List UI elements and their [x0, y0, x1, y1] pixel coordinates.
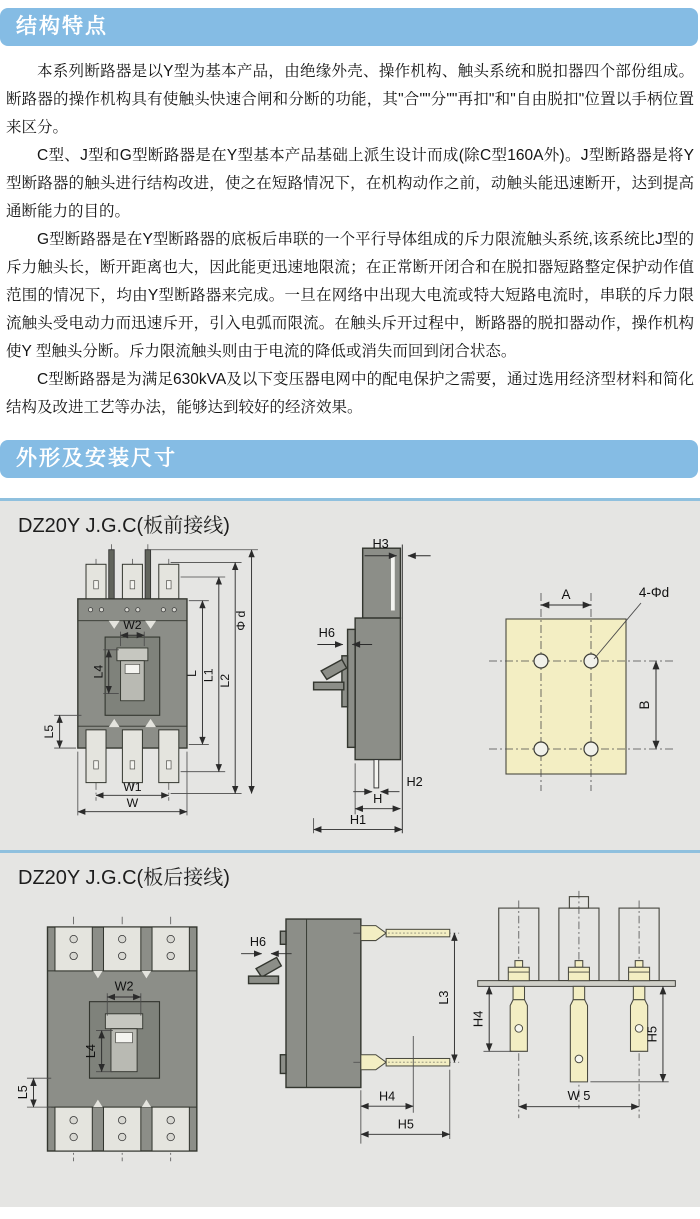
front-wiring-section: [0, 501, 700, 850]
rear-stud-view-diagram: [470, 889, 685, 1142]
dim-label-a: A: [561, 587, 571, 602]
dim-label-h6: H6: [318, 624, 335, 640]
dim-label-w5: W 5: [567, 1087, 591, 1103]
dim-label-h5: H5: [397, 1117, 414, 1132]
dim-label-l5: L5: [42, 724, 57, 739]
dim-label-l4: L4: [91, 664, 106, 679]
dim-label-b: B: [637, 700, 652, 710]
dim-label-l4: L4: [84, 1044, 99, 1059]
terminal-studs: [508, 961, 649, 1082]
dim-label-w1: W1: [123, 779, 142, 794]
dim-label-four-phi-d: 4-Φd: [638, 585, 670, 600]
front-wiring-diagrams: [0, 535, 700, 837]
outline-diagram-area: [0, 498, 700, 1207]
dim-label-h2: H2: [406, 774, 423, 790]
dim-label-h4: H4: [470, 1010, 486, 1028]
features-paragraph-2: C型、J型和G型断路器是在Y型基本产品基础上派生设计而成(除C型160A外)。J型断路器是将Y型断路器的触头进行结构改进，使之在短路情况下，在机构动作之前，动触头能迅速断开，达到提高通断能力的目的。: [6, 147, 694, 220]
mounting-panel-edge: [478, 981, 676, 987]
breaker-side-body: [314, 548, 401, 788]
dim-label-l1: L1: [201, 668, 216, 683]
front-wiring-title: DZ20Y J.G.C(板前接线): [18, 515, 230, 537]
dim-label-w: W: [126, 796, 139, 811]
breaker-front-body: [48, 927, 197, 1151]
dim-label-h4: H4: [378, 1089, 396, 1104]
rear-wiring-diagrams: [0, 887, 700, 1165]
rear-wiring-title: DZ20Y J.G.C(板后接线): [18, 867, 230, 889]
dim-label-l: L: [185, 670, 200, 677]
dim-label-l3: L3: [436, 990, 451, 1005]
dim-label-w2: W2: [114, 979, 134, 994]
front-view-diagram: [14, 537, 269, 819]
dim-label-l2: L2: [217, 673, 232, 688]
section-header-outline: 外形及安装尺寸: [0, 440, 698, 478]
section-header-features: 结构特点: [0, 8, 698, 46]
rear-front-view-diagram: [10, 913, 225, 1165]
mounting-plate-diagram: [471, 569, 686, 814]
features-text: [0, 46, 700, 432]
dim-label-h1: H1: [349, 811, 367, 827]
dim-label-w2: W2: [123, 617, 142, 632]
rear-side-view-diagram: [239, 905, 464, 1153]
dim-label-h3: H3: [372, 536, 389, 552]
side-view-diagram: [289, 535, 459, 837]
dim-label-h6: H6: [249, 935, 266, 950]
rear-wiring-section: [0, 853, 700, 1207]
features-paragraph-1: 本系列断路器是以Y型为基本产品，由绝缘外壳、操作机构、触头系统和脱扣器四个部份组成。断路器的操作机构具有使触头快速合闸和分断的功能，其"合""分""再扣"和"自由脱扣"位置以手柄位置来区分。: [6, 63, 694, 136]
dim-label-h: H: [373, 791, 383, 807]
dim-label-phi-d: Φ d: [234, 610, 249, 631]
dim-label-h5: H5: [644, 1025, 660, 1043]
features-paragraph-4: C型断路器是为满足630kVA及以下变压器电网中的配电保护之需要，通过选用经济型材料和简化结构及改进工艺等办法，能够达到较好的经济效果。: [6, 371, 694, 416]
dim-label-l5: L5: [15, 1085, 30, 1100]
features-paragraph-3: G型断路器是在Y型断路器的底板后串联的一个平行导体组成的斥力限流触头系统,该系统比J型的斥力触头长，断开距离也大，因此能更迅速地限流；在正常断开闭合和在脱扣器短路整定保护动作值范围的情况下，均由Y型断路器来完成。一旦在网络中出现大电流或特大短路电流时，串联的斥力限流触头受电动力而迅速斥开，引入电弧而限流。在触头斥开过程中，断路器的脱扣器动作，操作机构使Y 型触头分断。斥力限流触头则由于电流的降低或消失而回到闭合状态。: [6, 231, 694, 360]
